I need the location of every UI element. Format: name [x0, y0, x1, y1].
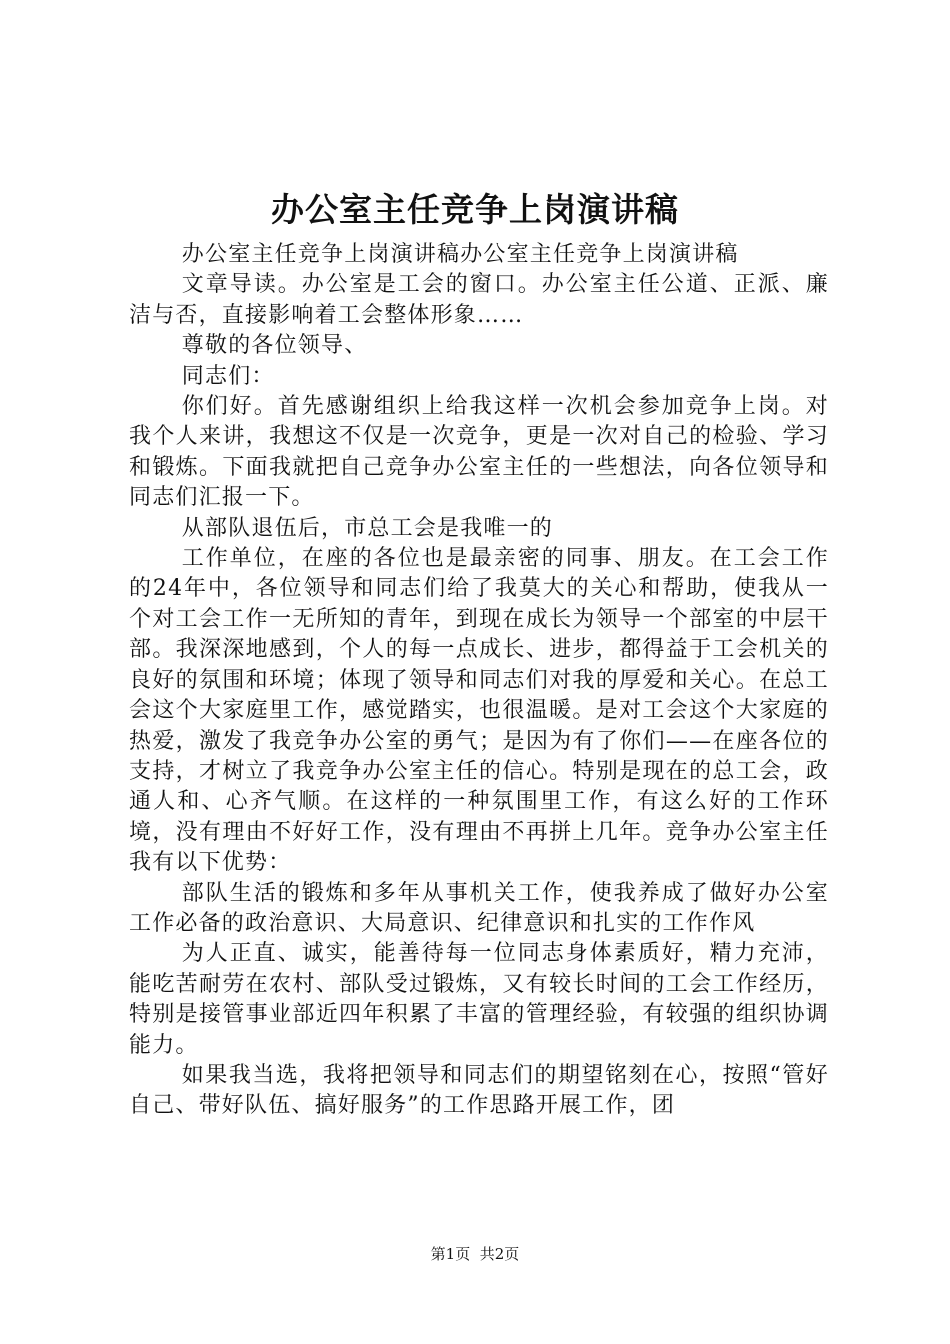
paragraph: 从部队退伍后，市总工会是我唯一的: [181, 515, 553, 541]
paragraph: 同志们：: [181, 363, 275, 389]
paragraph: 尊敬的各位领导、: [181, 333, 368, 359]
paragraph: 为人正直、诚实，能善待每一位同志身体素质好，精力充沛，能吃苦耐劳在农村、部队受过锻炼，又有较长时间的工会工作经历，特别是接管事业部近四年积累了丰富的管理经验，有较强的组织协调能力。: [129, 941, 829, 1058]
page-total: 共2页: [479, 1245, 520, 1263]
paragraph: 办公室主任竞争上岗演讲稿办公室主任竞争上岗演讲稿: [181, 242, 739, 267]
paragraph: 如果我当选，我将把领导和同志们的期望铭刻在心，按照“管好自己、带好队伍、搞好服务”的工作思路开展工作，团: [129, 1062, 829, 1119]
paragraph: 部队生活的锻炼和多年从事机关工作，使我养成了做好办公室工作必备的政治意识、大局意识、纪律意识和扎实的工作作风: [129, 880, 829, 936]
document-title: 办公室主任竞争上岗演讲稿: [271, 190, 679, 229]
page-number: 第1页: [430, 1245, 471, 1263]
paragraph: 工作单位，在座的各位也是最亲密的同事、朋友。在工会工作的24年中，各位领导和同志们给了我莫大的关心和帮助，使我从一个对工会工作一无所知的青年，到现在成长为领导一个部室的中层干部。我深深地感到，个人的每一点成长、进步，都得益于工会机关的良好的氛围和环境；体现了领导和同志们对我的厚爱和关心。在总工会这个大家庭里工作，感觉踏实，也很温暖。是对工会这个大家庭的热爱，激发了我竞争办公室的勇气；是因为有了你们——在座各位的支持，才树立了我竞争办公室主任的信心。特别是现在的总工会，政通人和、心齐气顺。在这样的一种氛围里工作，有这么好的工作环境，没有理由不好好工作，没有理由不再拼上几年。竞争办公室主任我有以下优势：: [129, 546, 829, 876]
page-footer: [0, 1244, 950, 1264]
paragraph: 文章导读。办公室是工会的窗口。办公室主任公道、正派、廉洁与否，直接影响着工会整体形象……: [129, 272, 829, 328]
document-body: [129, 240, 829, 1122]
paragraph: 你们好。首先感谢组织上给我这样一次机会参加竞争上岗。对我个人来讲，我想这不仅是一次竞争，更是一次对自己的检验、学习和锻炼。下面我就把自己竞争办公室主任的一些想法，向各位领导和同志们汇报一下。: [129, 394, 829, 511]
